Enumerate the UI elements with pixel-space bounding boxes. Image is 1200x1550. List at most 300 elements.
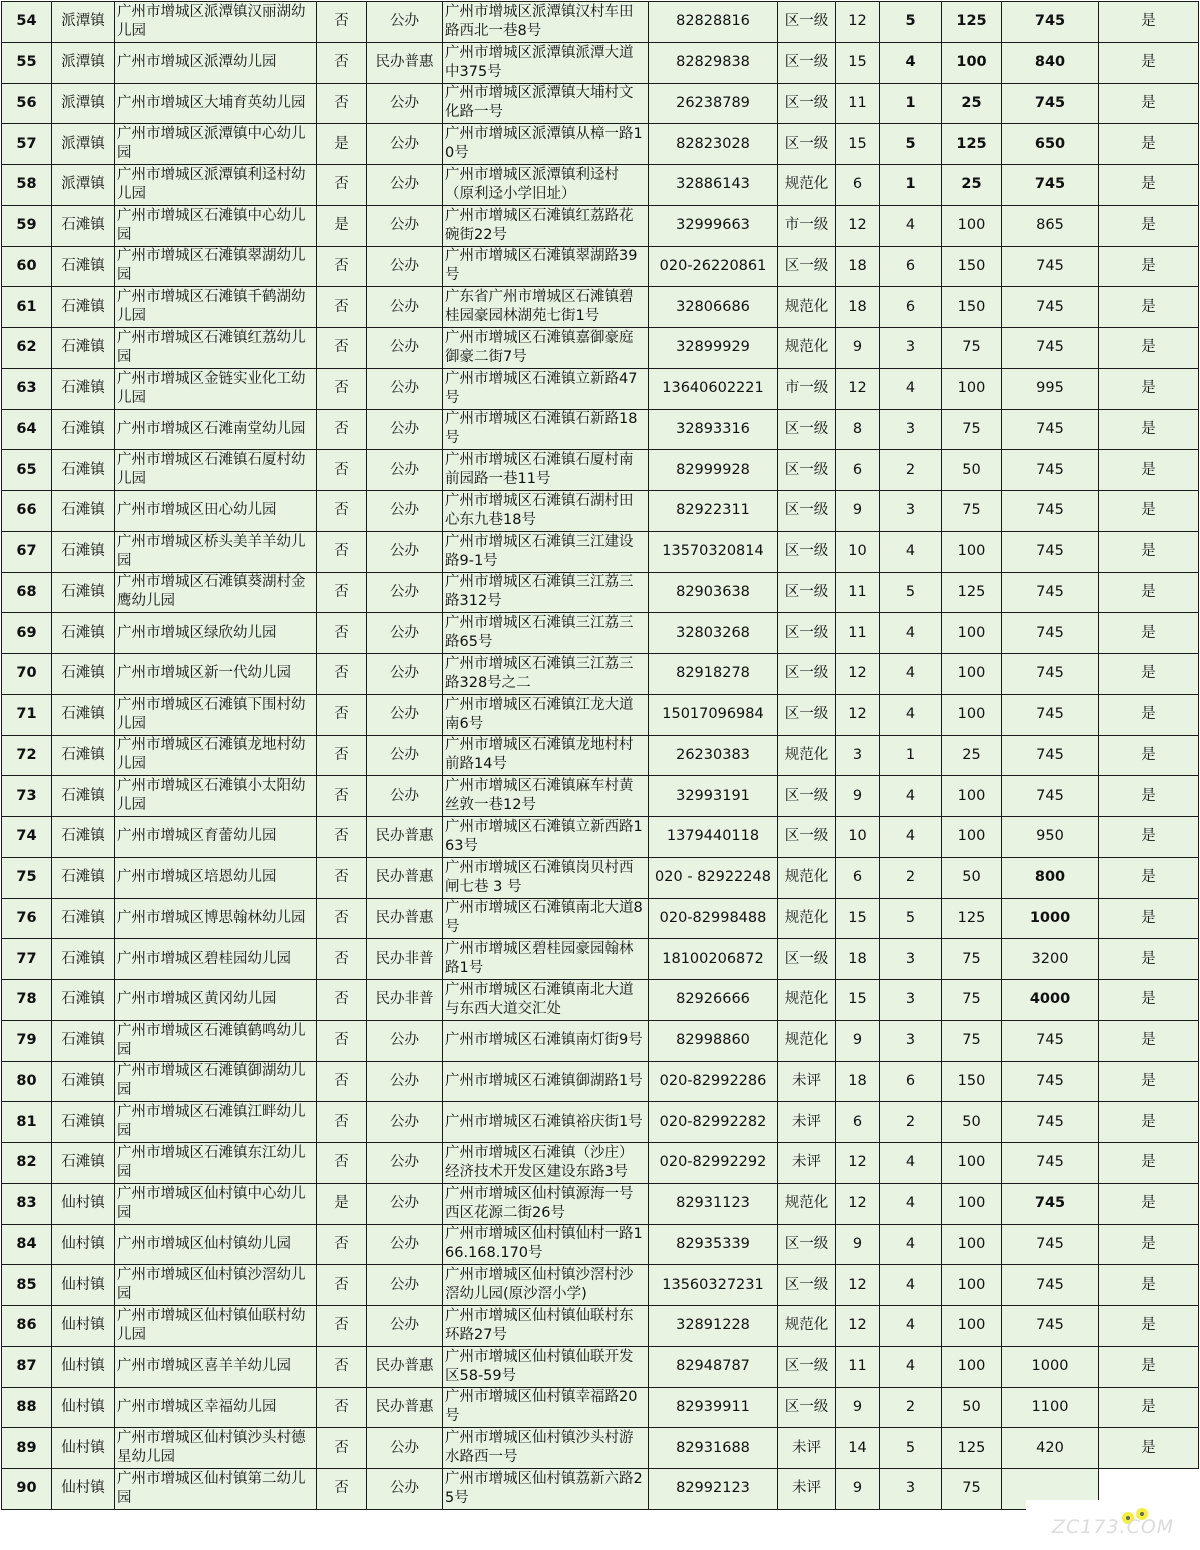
address-cell: 广东省广州市增城区石滩镇碧桂园豪园林湖苑七街1号 [443,287,649,328]
enrollment-count: 50 [942,857,1002,898]
grade-level: 区一级 [778,409,836,450]
town-cell: 仙村镇 [52,1346,115,1387]
address-cell: 广州市增城区石滩镇立新路47号 [443,368,649,409]
status-cell: 是 [1099,1428,1199,1469]
kindergarten-name: 广州市增城区博思翰林幼儿园 [115,898,317,939]
row-number: 68 [2,572,52,613]
school-type: 公办 [367,694,443,735]
row-number: 70 [2,654,52,695]
address-cell: 广州市增城区仙村镇仙联村东环路27号 [443,1306,649,1347]
town-cell: 石滩镇 [52,409,115,450]
fee-cell: 745 [1002,613,1099,654]
school-type: 公办 [367,1265,443,1306]
table-row [2,572,1199,613]
demo-flag: 否 [317,1061,367,1102]
fee-cell: 745 [1002,654,1099,695]
kindergarten-name: 广州市增城区仙村镇仙联村幼儿园 [115,1306,317,1347]
town-cell: 石滩镇 [52,613,115,654]
grade-count: 3 [880,491,942,532]
fee-cell: 1000 [1002,898,1099,939]
status-cell: 是 [1099,1020,1199,1061]
enrollment-count: 100 [942,1306,1002,1347]
demo-flag: 否 [317,328,367,369]
fee-cell: 800 [1002,857,1099,898]
status-cell: 是 [1099,2,1199,43]
phone-cell: 82931123 [649,1183,778,1224]
enrollment-count: 100 [942,368,1002,409]
enrollment-count: 50 [942,1387,1002,1428]
table-row [2,1469,1199,1510]
status-cell: 是 [1099,1224,1199,1265]
enrollment-count: 125 [942,124,1002,165]
enrollment-count: 100 [942,613,1002,654]
kindergarten-name: 广州市增城区桥头美羊羊幼儿园 [115,531,317,572]
town-cell: 石滩镇 [52,246,115,287]
kindergarten-name: 广州市增城区石滩镇石厦村幼儿园 [115,450,317,491]
kindergarten-name: 广州市增城区大埔育英幼儿园 [115,83,317,124]
enrollment-count: 75 [942,328,1002,369]
fee-cell: 745 [1002,572,1099,613]
row-number: 59 [2,205,52,246]
grade-count: 3 [880,939,942,980]
school-type: 公办 [367,1143,443,1184]
table-row [2,368,1199,409]
town-cell: 石滩镇 [52,328,115,369]
grade-count: 5 [880,124,942,165]
grade-count: 4 [880,694,942,735]
grade-level: 区一级 [778,817,836,858]
grade-level: 规范化 [778,287,836,328]
status-cell: 是 [1099,1387,1199,1428]
grade-level: 区一级 [778,939,836,980]
class-count: 15 [836,124,880,165]
grade-level: 区一级 [778,246,836,287]
grade-level: 规范化 [778,328,836,369]
town-cell: 石滩镇 [52,898,115,939]
phone-cell: 82935339 [649,1224,778,1265]
row-number: 77 [2,939,52,980]
status-cell: 是 [1099,409,1199,450]
school-type: 民办普惠 [367,42,443,83]
enrollment-count: 50 [942,1102,1002,1143]
row-number: 55 [2,42,52,83]
grade-count: 3 [880,328,942,369]
school-type: 民办普惠 [367,857,443,898]
school-type: 公办 [367,654,443,695]
grade-level: 区一级 [778,83,836,124]
status-cell: 是 [1099,817,1199,858]
address-cell: 广州市增城区石滩镇南灯街9号 [443,1020,649,1061]
row-number: 76 [2,898,52,939]
address-cell: 广州市增城区仙村镇沙头村游水路西一号 [443,1428,649,1469]
kindergarten-name: 广州市增城区仙村镇沙头村德星幼儿园 [115,1428,317,1469]
address-cell: 广州市增城区仙村镇荔新六路25号 [443,1469,649,1510]
grade-level: 市一级 [778,368,836,409]
address-cell: 广州市增城区石滩镇三江荔三路65号 [443,613,649,654]
row-number: 88 [2,1387,52,1428]
grade-count: 4 [880,1224,942,1265]
demo-flag: 否 [317,42,367,83]
table-row [2,1387,1199,1428]
kindergarten-name: 广州市增城区绿欣幼儿园 [115,613,317,654]
table-row [2,246,1199,287]
fee-cell: 650 [1002,124,1099,165]
town-cell: 石滩镇 [52,1102,115,1143]
phone-cell: 82992123 [649,1469,778,1510]
table-row [2,776,1199,817]
kindergarten-name: 广州市增城区培恩幼儿园 [115,857,317,898]
enrollment-count: 75 [942,939,1002,980]
town-cell: 石滩镇 [52,1143,115,1184]
grade-level: 规范化 [778,857,836,898]
grade-level: 区一级 [778,42,836,83]
table-row [2,613,1199,654]
row-number: 85 [2,1265,52,1306]
grade-level: 区一级 [778,1387,836,1428]
grade-count: 3 [880,980,942,1021]
class-count: 9 [836,1387,880,1428]
grade-count: 4 [880,654,942,695]
row-number: 81 [2,1102,52,1143]
status-cell: 是 [1099,735,1199,776]
grade-level: 规范化 [778,1183,836,1224]
fee-cell: 745 [1002,450,1099,491]
table-row [2,1346,1199,1387]
demo-flag: 否 [317,1346,367,1387]
demo-flag: 否 [317,1469,367,1510]
kindergarten-name: 广州市增城区派潭幼儿园 [115,42,317,83]
grade-count: 3 [880,1469,942,1510]
kindergarten-name: 广州市增城区派潭镇利迳村幼儿园 [115,165,317,206]
kindergarten-name: 广州市增城区石滩镇翠湖幼儿园 [115,246,317,287]
fee-cell: 745 [1002,1143,1099,1184]
table-row [2,83,1199,124]
town-cell: 仙村镇 [52,1224,115,1265]
address-cell: 广州市增城区石滩镇岗贝村西闸七巷 3 号 [443,857,649,898]
grade-count: 2 [880,1102,942,1143]
enrollment-count: 100 [942,1183,1002,1224]
town-cell: 石滩镇 [52,980,115,1021]
grade-count: 4 [880,1306,942,1347]
address-cell: 广州市增城区碧桂园豪园翰林路1号 [443,939,649,980]
school-type: 公办 [367,1224,443,1265]
status-cell: 是 [1099,1143,1199,1184]
kindergarten-name: 广州市增城区石滩镇小太阳幼儿园 [115,776,317,817]
town-cell: 仙村镇 [52,1306,115,1347]
table-row [2,694,1199,735]
town-cell: 石滩镇 [52,857,115,898]
row-number: 87 [2,1346,52,1387]
class-count: 11 [836,572,880,613]
status-cell: 是 [1099,613,1199,654]
fee-cell: 745 [1002,1265,1099,1306]
status-cell: 是 [1099,42,1199,83]
status-cell: 是 [1099,776,1199,817]
phone-cell: 13570320814 [649,531,778,572]
fee-cell: 745 [1002,409,1099,450]
kindergarten-name: 广州市增城区石滩镇龙地村幼儿园 [115,735,317,776]
table-row [2,1102,1199,1143]
class-count: 15 [836,898,880,939]
fee-cell: 745 [1002,1020,1099,1061]
class-count: 9 [836,1020,880,1061]
status-cell: 是 [1099,287,1199,328]
kindergarten-name: 广州市增城区石滩镇御湖幼儿园 [115,1061,317,1102]
address-cell: 广州市增城区派潭镇利迳村（原利迳小学旧址） [443,165,649,206]
phone-cell: 1379440118 [649,817,778,858]
row-number: 56 [2,83,52,124]
demo-flag: 是 [317,205,367,246]
school-type: 公办 [367,1469,443,1510]
grade-level: 规范化 [778,980,836,1021]
phone-cell: 15017096984 [649,694,778,735]
address-cell: 广州市增城区石滩镇南北大道8号 [443,898,649,939]
status-cell: 是 [1099,1346,1199,1387]
phone-cell: 020-26220861 [649,246,778,287]
table-row [2,898,1199,939]
grade-level: 未评 [778,1428,836,1469]
town-cell: 石滩镇 [52,287,115,328]
school-type: 公办 [367,450,443,491]
fee-cell: 745 [1002,1306,1099,1347]
grade-count: 2 [880,450,942,491]
kindergarten-name: 广州市增城区派潭镇汉丽湖幼儿园 [115,2,317,43]
school-type: 公办 [367,531,443,572]
grade-count: 5 [880,572,942,613]
grade-count: 4 [880,1183,942,1224]
school-type: 公办 [367,246,443,287]
table-row [2,124,1199,165]
town-cell: 石滩镇 [52,776,115,817]
school-type: 公办 [367,1102,443,1143]
class-count: 11 [836,613,880,654]
enrollment-count: 125 [942,2,1002,43]
town-cell: 仙村镇 [52,1387,115,1428]
grade-count: 5 [880,898,942,939]
class-count: 12 [836,1306,880,1347]
address-cell: 广州市增城区派潭镇大埔村文化路一号 [443,83,649,124]
demo-flag: 否 [317,165,367,206]
phone-cell: 82931688 [649,1428,778,1469]
table-row [2,287,1199,328]
demo-flag: 否 [317,776,367,817]
school-type: 公办 [367,287,443,328]
status-cell: 是 [1099,939,1199,980]
table-row [2,409,1199,450]
class-count: 12 [836,1183,880,1224]
table-row [2,857,1199,898]
school-type: 公办 [367,1183,443,1224]
grade-level: 区一级 [778,531,836,572]
demo-flag: 否 [317,939,367,980]
demo-flag: 否 [317,857,367,898]
grade-count: 5 [880,1428,942,1469]
demo-flag: 否 [317,572,367,613]
status-cell: 是 [1099,1061,1199,1102]
town-cell: 石滩镇 [52,531,115,572]
town-cell: 石滩镇 [52,817,115,858]
class-count: 18 [836,1061,880,1102]
phone-cell: 32886143 [649,165,778,206]
demo-flag: 否 [317,1428,367,1469]
address-cell: 广州市增城区石滩镇麻车村黄丝敦一巷12号 [443,776,649,817]
school-type: 公办 [367,613,443,654]
class-count: 18 [836,246,880,287]
phone-cell: 13560327231 [649,1265,778,1306]
phone-cell: 26230383 [649,735,778,776]
table-row [2,42,1199,83]
grade-count: 1 [880,83,942,124]
enrollment-count: 100 [942,42,1002,83]
fee-cell: 745 [1002,735,1099,776]
status-cell: 是 [1099,246,1199,287]
kindergarten-name: 广州市增城区黄冈幼儿园 [115,980,317,1021]
grade-level: 区一级 [778,450,836,491]
town-cell: 石滩镇 [52,1061,115,1102]
grade-level: 区一级 [778,124,836,165]
enrollment-count: 100 [942,1265,1002,1306]
town-cell: 石滩镇 [52,205,115,246]
row-number: 78 [2,980,52,1021]
fee-cell: 745 [1002,2,1099,43]
kindergarten-name: 广州市增城区金链实业化工幼儿园 [115,368,317,409]
phone-cell: 32899929 [649,328,778,369]
grade-level: 规范化 [778,1306,836,1347]
grade-count: 4 [880,531,942,572]
grade-level: 区一级 [778,1224,836,1265]
grade-count: 6 [880,246,942,287]
address-cell: 广州市增城区石滩镇南北大道与东西大道交汇处 [443,980,649,1021]
row-number: 61 [2,287,52,328]
kindergarten-name: 广州市增城区碧桂园幼儿园 [115,939,317,980]
town-cell: 仙村镇 [52,1469,115,1510]
town-cell: 仙村镇 [52,1183,115,1224]
school-type: 公办 [367,409,443,450]
row-number: 69 [2,613,52,654]
phone-cell: 82998860 [649,1020,778,1061]
table-row [2,1061,1199,1102]
row-number: 80 [2,1061,52,1102]
row-number: 57 [2,124,52,165]
table-row [2,1428,1199,1469]
fee-cell: 3200 [1002,939,1099,980]
grade-level: 区一级 [778,1265,836,1306]
fee-cell: 745 [1002,1061,1099,1102]
address-cell: 广州市增城区石滩镇三江荔三路328号之二 [443,654,649,695]
kindergarten-name: 广州市增城区石滩南堂幼儿园 [115,409,317,450]
town-cell: 石滩镇 [52,491,115,532]
row-number: 54 [2,2,52,43]
demo-flag: 否 [317,1102,367,1143]
class-count: 3 [836,735,880,776]
row-number: 89 [2,1428,52,1469]
row-number: 65 [2,450,52,491]
town-cell: 派潭镇 [52,2,115,43]
grade-level: 规范化 [778,898,836,939]
school-type: 公办 [367,83,443,124]
class-count: 12 [836,654,880,695]
town-cell: 石滩镇 [52,654,115,695]
table-row [2,1306,1199,1347]
row-number: 83 [2,1183,52,1224]
status-cell: 是 [1099,857,1199,898]
row-number: 60 [2,246,52,287]
address-cell: 广州市增城区石滩镇御湖路1号 [443,1061,649,1102]
class-count: 9 [836,328,880,369]
phone-cell: 32803268 [649,613,778,654]
fee-cell: 1100 [1002,1387,1099,1428]
grade-level: 未评 [778,1061,836,1102]
phone-cell: 13640602221 [649,368,778,409]
class-count: 11 [836,83,880,124]
row-number: 64 [2,409,52,450]
kindergarten-name: 广州市增城区石滩镇东江幼儿园 [115,1143,317,1184]
class-count: 18 [836,939,880,980]
class-count: 14 [836,1428,880,1469]
enrollment-count: 100 [942,1143,1002,1184]
class-count: 9 [836,1469,880,1510]
grade-level: 区一级 [778,613,836,654]
class-count: 9 [836,491,880,532]
row-number: 82 [2,1143,52,1184]
row-number: 75 [2,857,52,898]
phone-cell: 020-82998488 [649,898,778,939]
school-type: 公办 [367,572,443,613]
address-cell: 广州市增城区石滩镇石新路18号 [443,409,649,450]
phone-cell: 82918278 [649,654,778,695]
grade-count: 4 [880,205,942,246]
status-cell: 是 [1099,83,1199,124]
grade-level: 未评 [778,1469,836,1510]
enrollment-count: 25 [942,83,1002,124]
table-row [2,1224,1199,1265]
enrollment-count: 75 [942,491,1002,532]
address-cell: 广州市增城区石滩镇裕庆街1号 [443,1102,649,1143]
school-type: 公办 [367,1428,443,1469]
address-cell: 广州市增城区石滩镇龙地村村前路14号 [443,735,649,776]
grade-count: 2 [880,857,942,898]
grade-count: 4 [880,1265,942,1306]
demo-flag: 否 [317,1265,367,1306]
enrollment-count: 100 [942,654,1002,695]
grade-count: 1 [880,735,942,776]
enrollment-count: 100 [942,531,1002,572]
town-cell: 石滩镇 [52,1020,115,1061]
enrollment-count: 75 [942,980,1002,1021]
town-cell: 石滩镇 [52,368,115,409]
phone-cell: 18100206872 [649,939,778,980]
grade-level: 区一级 [778,776,836,817]
grade-count: 4 [880,368,942,409]
town-cell: 派潭镇 [52,124,115,165]
grade-level: 规范化 [778,735,836,776]
grade-count: 4 [880,1346,942,1387]
grade-level: 未评 [778,1143,836,1184]
fee-cell: 420 [1002,1428,1099,1469]
grade-level: 区一级 [778,694,836,735]
phone-cell: 82828816 [649,2,778,43]
school-type: 民办普惠 [367,817,443,858]
phone-cell: 82939911 [649,1387,778,1428]
demo-flag: 否 [317,83,367,124]
demo-flag: 否 [317,654,367,695]
kindergarten-table [1,1,1199,1510]
phone-cell: 82999928 [649,450,778,491]
watermark-text: ZC173.COM [1052,1516,1175,1538]
kindergarten-name: 广州市增城区石滩镇下围村幼儿园 [115,694,317,735]
status-cell: 是 [1099,1183,1199,1224]
table-row [2,205,1199,246]
